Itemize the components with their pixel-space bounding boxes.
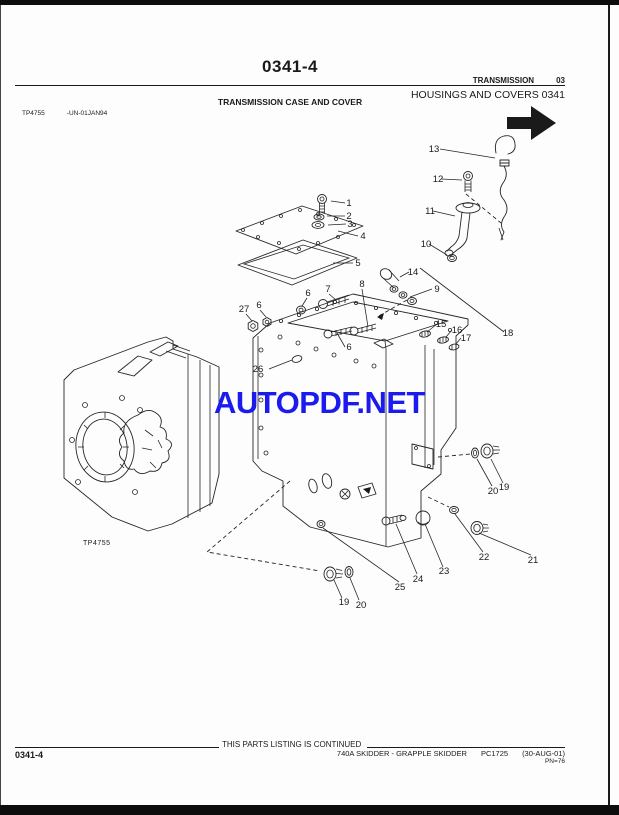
part-label-16: 16 bbox=[451, 325, 463, 336]
subsection-title: HOUSINGS AND COVERS 0341 bbox=[410, 89, 565, 101]
footer-page-number: 0341-4 bbox=[15, 750, 44, 760]
part-label-19: 19 bbox=[338, 597, 350, 608]
next-page-arrow-icon bbox=[507, 106, 556, 140]
part-label-22: 22 bbox=[478, 552, 490, 563]
part-label-25: 25 bbox=[394, 582, 406, 593]
dipstick-group bbox=[445, 136, 515, 262]
part-label-21: 21 bbox=[527, 555, 539, 566]
plug-19-right bbox=[472, 444, 501, 458]
part-label-17: 17 bbox=[460, 333, 472, 344]
part-label-8: 8 bbox=[359, 279, 365, 290]
section-code: 03 bbox=[556, 76, 565, 85]
figure-meta: -UN-01JAN94 bbox=[66, 110, 108, 117]
watermark: AUTOPDF.NET bbox=[214, 385, 425, 420]
part-label-2: 2 bbox=[346, 211, 352, 222]
left-case-drawing bbox=[64, 337, 219, 531]
footer-date: (30-AUG-01) bbox=[522, 749, 565, 758]
part-label-27: 27 bbox=[238, 304, 250, 315]
part-label-5: 5 bbox=[355, 258, 361, 269]
page-number-header: 0341-4 bbox=[262, 57, 318, 76]
fitting-24-group bbox=[317, 515, 406, 528]
plug-21-group bbox=[416, 507, 489, 535]
part-label-18: 18 bbox=[502, 328, 514, 339]
figure-id: TP4755 bbox=[22, 110, 45, 117]
footer-catalog-number: PC1725 bbox=[480, 749, 509, 758]
page-right-edge bbox=[608, 5, 610, 805]
top-black-bar bbox=[0, 0, 619, 5]
plug-19-bottom bbox=[324, 567, 353, 582]
part-label-9: 9 bbox=[434, 284, 440, 295]
page-left-edge bbox=[0, 5, 1, 805]
part-label-15: 15 bbox=[435, 319, 447, 330]
part-label-11: 11 bbox=[425, 206, 435, 217]
bottom-black-bar bbox=[0, 805, 619, 815]
part-label-10: 10 bbox=[420, 239, 432, 250]
part-label-20: 20 bbox=[355, 600, 367, 611]
gasket bbox=[238, 240, 357, 285]
part-label-1: 1 bbox=[346, 198, 352, 209]
part-label-12: 12 bbox=[432, 174, 444, 185]
footer-rule-right bbox=[367, 747, 565, 748]
part-label-3: 3 bbox=[347, 219, 353, 230]
cover-plate bbox=[236, 206, 366, 254]
part-label-6: 6 bbox=[346, 342, 352, 353]
section-name: TRANSMISSION bbox=[472, 76, 535, 85]
part-label-13: 13 bbox=[428, 144, 440, 155]
part-label-24: 24 bbox=[412, 574, 424, 585]
part-label-20: 20 bbox=[487, 486, 499, 497]
footer-model-line bbox=[15, 749, 565, 758]
footer-continued-note: THIS PARTS LISTING IS CONTINUED bbox=[222, 740, 362, 749]
leader-lines bbox=[246, 149, 531, 600]
footer-page-ref: PN=76 bbox=[544, 758, 565, 765]
part-label-19: 19 bbox=[498, 482, 510, 493]
footer-model: 740A SKIDDER - GRAPPLE SKIDDER bbox=[336, 749, 467, 758]
part-label-4: 4 bbox=[360, 231, 366, 242]
footer-rule-left bbox=[15, 747, 219, 748]
part-label-14: 14 bbox=[407, 267, 419, 278]
part-label-6: 6 bbox=[256, 300, 262, 311]
part-label-6: 6 bbox=[305, 288, 311, 299]
part-label-26: 26 bbox=[252, 364, 264, 375]
part-label-7: 7 bbox=[325, 284, 331, 295]
figure-title: TRANSMISSION CASE AND COVER bbox=[217, 97, 363, 107]
diagram-figure-label: TP4755 bbox=[83, 540, 111, 547]
part-label-23: 23 bbox=[438, 566, 450, 577]
